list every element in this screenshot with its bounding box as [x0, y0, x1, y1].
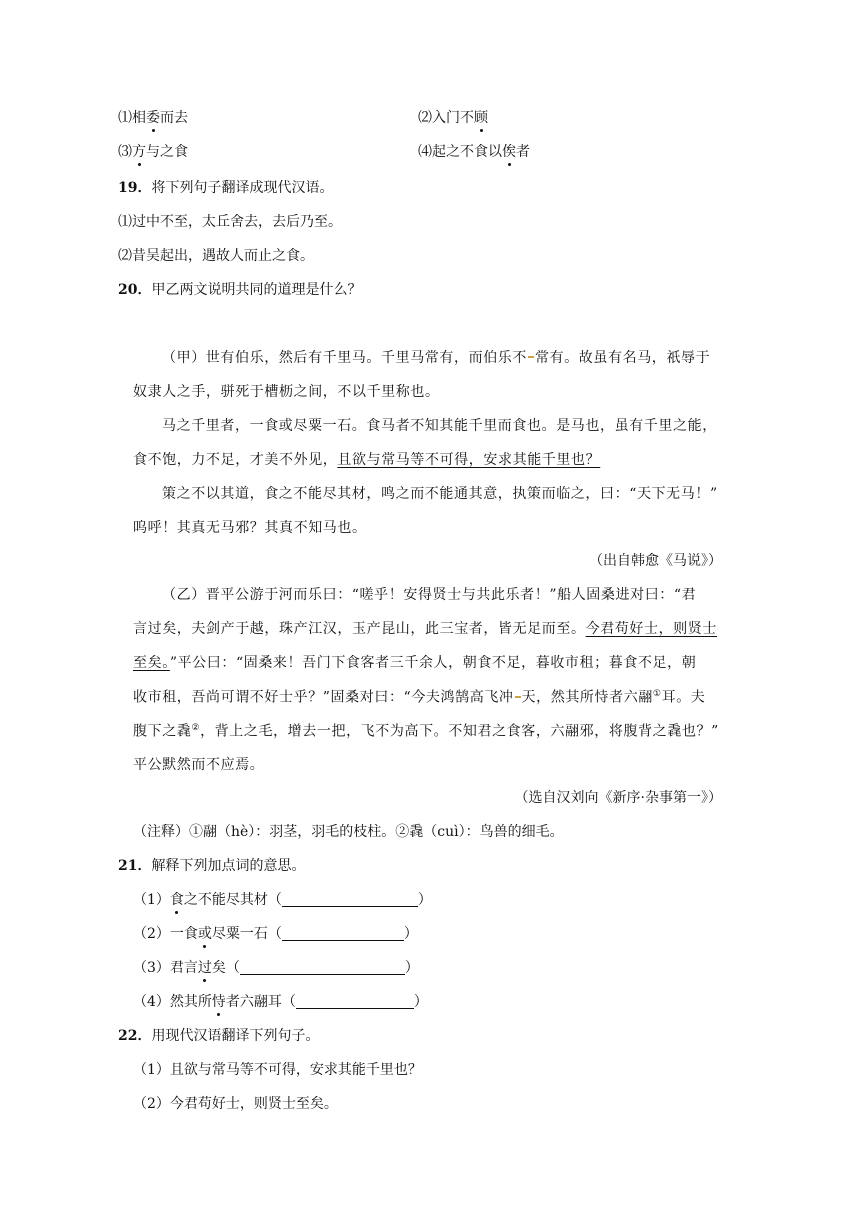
q21-item-2: （2）一食或尽粟一石（ ）	[133, 926, 418, 942]
answer-blank[interactable]	[282, 892, 418, 907]
passage-jia-line-5: 策之不以其道，食之不能尽其材，鸣之而不能通其意，执策而临之，曰：“天下无马！”	[162, 486, 718, 502]
answer-blank[interactable]	[282, 926, 404, 941]
passage-yi-line-3: 至矣。”平公曰：“固桑来！吾门下食客者三千余人，朝食不足，暮收市租；暮食不足，朝	[133, 655, 697, 671]
q19-prompt: 19．将下列句子翻译成现代汉语。	[118, 180, 334, 196]
answer-blank[interactable]	[296, 994, 414, 1009]
passage-yi-line-5: 腹下之毳②，背上之毛，增去一把，飞不为高下。不知君之食客，六翮邪，将腹背之毳也？”	[133, 723, 719, 740]
q21-prompt: 21．解释下列加点词的意思。	[118, 858, 306, 874]
passage-jia-source: （出自韩愈《马说》）	[589, 553, 722, 569]
highlight-mark	[528, 356, 534, 358]
q22-sentence-2: （2）今君苟好士，则贤士至矣。	[133, 1096, 338, 1112]
q19-sentence-2: ⑵昔吴起出，遇故人而止之食。	[118, 248, 314, 264]
q22-sentence-1: （1）且欲与常马等不可得，安求其能千里也？	[133, 1062, 422, 1078]
highlight-mark	[515, 696, 521, 698]
passage-jia-line-2: 奴隶人之手，骈死于槽枥之间，不以千里称也。	[133, 384, 440, 400]
passage-jia-line-3: 马之千里者，一食或尽粟一石。食马者不知其能千里而食也。是马也，虽有千里之能，	[162, 418, 717, 434]
passage-jia-line-6: 呜呼！其真无马邪？其真不知马也。	[133, 520, 367, 536]
q18-option-3: ⑶方与之食	[118, 144, 188, 160]
q21-item-3: （3）君言过矣（ ）	[133, 960, 419, 976]
passage-yi-line-1: （乙）晋平公游于河而乐曰：“嗟乎！安得贤士与共此乐者！”船人固桑进对曰：“君	[162, 587, 697, 603]
passage-yi-line-2: 言过矣，夫剑产于越，珠产江汉，玉产昆山，此三宝者，皆无足而至。今君苟好士，则贤士	[133, 621, 718, 637]
q18-option-4: ⑷起之不食以俟者	[418, 144, 530, 160]
annotation-notes: （注释）①翮（hè）：羽茎，羽毛的枝柱。②毳（cuì）：鸟兽的细毛。	[133, 824, 564, 840]
q21-item-1: （1）食之不能尽其材（ ）	[133, 892, 432, 908]
q18-option-1: ⑴相委而去	[118, 110, 188, 126]
answer-blank[interactable]	[240, 960, 405, 975]
passage-jia-line-4: 食不饱，力不足，才美不外见，且欲与常马等不可得，安求其能千里也？	[133, 452, 601, 468]
q20-prompt: 20．甲乙两文说明共同的道理是什么？	[118, 282, 362, 298]
q22-prompt: 22．用现代汉语翻译下列句子。	[118, 1028, 320, 1044]
q19-sentence-1: ⑴过中不至，太丘舍去，去后乃至。	[118, 214, 342, 230]
passage-yi-source: （选自汉刘向《新序·杂事第一》）	[514, 790, 722, 806]
passage-yi-line-6: 平公默然而不应焉。	[133, 757, 265, 773]
passage-jia-line-1: （甲）世有伯乐，然后有千里马。千里马常有，而伯乐不 常有。故虽有名马，祇辱于	[162, 350, 711, 366]
q18-option-2: ⑵入门不顾	[418, 110, 488, 126]
passage-yi-line-4: 收市租，吾尚可谓不好士乎？”固桑对曰：“今夫鸿鹄高飞冲 天，然其所恃者六翮①耳。夫	[133, 689, 706, 706]
q21-item-4: （4）然其所恃者六翮耳（ ）	[133, 994, 428, 1010]
